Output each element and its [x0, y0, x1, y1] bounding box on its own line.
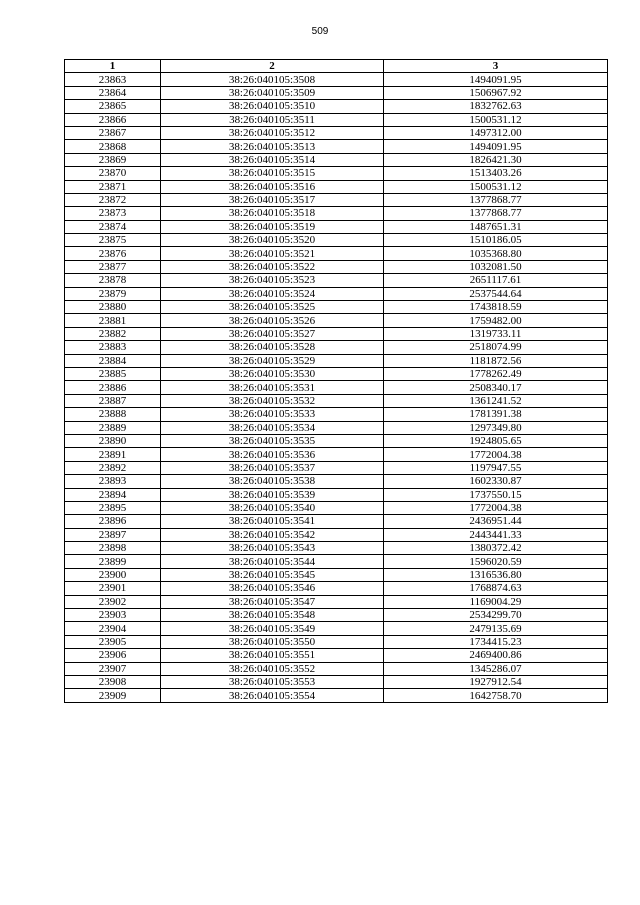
table-cell-col-2: 38:26:040105:3540: [161, 501, 384, 514]
table-row: [65, 649, 608, 662]
column-header-3: 3: [384, 60, 608, 73]
table-cell-col-2: 38:26:040105:3539: [161, 488, 384, 501]
table-cell-col-2: 38:26:040105:3543: [161, 542, 384, 555]
table-cell-col-1: 23873: [65, 207, 161, 220]
table-cell-col-2: 38:26:040105:3531: [161, 381, 384, 394]
table-cell-col-1: 23875: [65, 234, 161, 247]
table-cell-col-3: 1832762.63: [384, 100, 608, 113]
table-row: [65, 86, 608, 99]
table-row: [65, 515, 608, 528]
table-cell-col-1: 23874: [65, 220, 161, 233]
table-row: [65, 461, 608, 474]
table-cell-col-2: 38:26:040105:3530: [161, 367, 384, 380]
table-cell-col-1: 23880: [65, 301, 161, 314]
table-cell-col-2: 38:26:040105:3517: [161, 193, 384, 206]
table-row: [65, 113, 608, 126]
table-row: [65, 100, 608, 113]
table-cell-col-1: 23909: [65, 689, 161, 702]
table-cell-col-2: 38:26:040105:3551: [161, 649, 384, 662]
table-cell-col-3: 1596020.59: [384, 555, 608, 568]
table-cell-col-3: 1497312.00: [384, 126, 608, 139]
table-cell-col-2: 38:26:040105:3553: [161, 675, 384, 688]
table-cell-col-1: 23889: [65, 421, 161, 434]
table-cell-col-3: 2443441.33: [384, 528, 608, 541]
table-cell-col-2: 38:26:040105:3535: [161, 434, 384, 447]
table-cell-col-2: 38:26:040105:3549: [161, 622, 384, 635]
table-cell-col-3: 2436951.44: [384, 515, 608, 528]
table-cell-col-3: 1506967.92: [384, 86, 608, 99]
table-cell-col-3: 1500531.12: [384, 180, 608, 193]
table-cell-col-1: 23870: [65, 167, 161, 180]
table-cell-col-3: 1361241.52: [384, 394, 608, 407]
table-row: [65, 408, 608, 421]
table-row: [65, 220, 608, 233]
table-cell-col-3: 1319733.11: [384, 327, 608, 340]
table-cell-col-3: 1035368.80: [384, 247, 608, 260]
table-cell-col-3: 1494091.95: [384, 73, 608, 86]
table-cell-col-2: 38:26:040105:3537: [161, 461, 384, 474]
table-cell-col-1: 23906: [65, 649, 161, 662]
table-cell-col-1: 23864: [65, 86, 161, 99]
table-row: [65, 153, 608, 166]
table-cell-col-1: 23863: [65, 73, 161, 86]
table-cell-col-3: 1316536.80: [384, 568, 608, 581]
table-cell-col-2: 38:26:040105:3528: [161, 341, 384, 354]
table-row: [65, 595, 608, 608]
table-row: [65, 448, 608, 461]
table-cell-col-3: 1181872.56: [384, 354, 608, 367]
table-row: [65, 341, 608, 354]
table-cell-col-2: 38:26:040105:3523: [161, 274, 384, 287]
table-cell-col-2: 38:26:040105:3526: [161, 314, 384, 327]
table-row: [65, 568, 608, 581]
table-row: [65, 394, 608, 407]
table-cell-col-1: 23895: [65, 501, 161, 514]
table-cell-col-2: 38:26:040105:3534: [161, 421, 384, 434]
table-cell-col-3: 1924805.65: [384, 434, 608, 447]
table-row: [65, 193, 608, 206]
table-cell-col-1: 23886: [65, 381, 161, 394]
table-cell-col-2: 38:26:040105:3552: [161, 662, 384, 675]
table-row: [65, 434, 608, 447]
table-row: [65, 475, 608, 488]
table-cell-col-2: 38:26:040105:3546: [161, 582, 384, 595]
table-cell-col-2: 38:26:040105:3510: [161, 100, 384, 113]
table-cell-col-3: 1169004.29: [384, 595, 608, 608]
table-cell-col-1: 23876: [65, 247, 161, 260]
table-cell-col-3: 2479135.69: [384, 622, 608, 635]
table-cell-col-2: 38:26:040105:3514: [161, 153, 384, 166]
table-cell-col-2: 38:26:040105:3548: [161, 609, 384, 622]
table-cell-col-2: 38:26:040105:3518: [161, 207, 384, 220]
table-cell-col-2: 38:26:040105:3536: [161, 448, 384, 461]
table-row: [65, 675, 608, 688]
table-cell-col-2: 38:26:040105:3512: [161, 126, 384, 139]
column-header-1: 1: [65, 60, 161, 73]
table-cell-col-2: 38:26:040105:3544: [161, 555, 384, 568]
column-header-2: 2: [161, 60, 384, 73]
table-cell-col-1: 23866: [65, 113, 161, 126]
table-row: [65, 234, 608, 247]
table-cell-col-1: 23868: [65, 140, 161, 153]
table-row: [65, 689, 608, 702]
table-cell-col-2: 38:26:040105:3541: [161, 515, 384, 528]
table-cell-col-1: 23869: [65, 153, 161, 166]
table-cell-col-3: 1772004.38: [384, 501, 608, 514]
table-cell-col-3: 1768874.63: [384, 582, 608, 595]
table-cell-col-2: 38:26:040105:3533: [161, 408, 384, 421]
table-row: [65, 247, 608, 260]
table-cell-col-3: 1494091.95: [384, 140, 608, 153]
table-cell-col-3: 1487651.31: [384, 220, 608, 233]
table-cell-col-3: 1759482.00: [384, 314, 608, 327]
table-cell-col-1: 23885: [65, 367, 161, 380]
table-cell-col-2: 38:26:040105:3520: [161, 234, 384, 247]
table-cell-col-1: 23882: [65, 327, 161, 340]
table-row: [65, 73, 608, 86]
table-cell-col-3: 1927912.54: [384, 675, 608, 688]
table-cell-col-3: 1826421.30: [384, 153, 608, 166]
table-cell-col-3: 1297349.80: [384, 421, 608, 434]
table-cell-col-3: 2469400.86: [384, 649, 608, 662]
table-cell-col-3: 2537544.64: [384, 287, 608, 300]
table-cell-col-2: 38:26:040105:3509: [161, 86, 384, 99]
table-row: [65, 287, 608, 300]
table-row: [65, 140, 608, 153]
table-cell-col-3: 1602330.87: [384, 475, 608, 488]
table-cell-col-2: 38:26:040105:3508: [161, 73, 384, 86]
table-cell-col-3: 1513403.26: [384, 167, 608, 180]
table-cell-col-3: 1772004.38: [384, 448, 608, 461]
table-cell-col-3: 1377868.77: [384, 193, 608, 206]
table-row: [65, 126, 608, 139]
table-cell-col-2: 38:26:040105:3522: [161, 260, 384, 273]
table-cell-col-1: 23890: [65, 434, 161, 447]
table-cell-col-1: 23887: [65, 394, 161, 407]
table-cell-col-2: 38:26:040105:3554: [161, 689, 384, 702]
table-row: [65, 274, 608, 287]
table-cell-col-1: 23867: [65, 126, 161, 139]
table-cell-col-3: 2651117.61: [384, 274, 608, 287]
table-cell-col-3: 1380372.42: [384, 542, 608, 555]
table-cell-col-3: 1510186.05: [384, 234, 608, 247]
table-cell-col-1: 23865: [65, 100, 161, 113]
table-cell-col-2: 38:26:040105:3532: [161, 394, 384, 407]
table-cell-col-3: 1197947.55: [384, 461, 608, 474]
table-cell-col-1: 23903: [65, 609, 161, 622]
table-cell-col-2: 38:26:040105:3524: [161, 287, 384, 300]
table-row: [65, 662, 608, 675]
table-cell-col-1: 23884: [65, 354, 161, 367]
page-number: 509: [311, 26, 329, 37]
table-cell-col-2: 38:26:040105:3550: [161, 635, 384, 648]
table-cell-col-3: 1734415.23: [384, 635, 608, 648]
table-row: [65, 609, 608, 622]
table-cell-col-3: 2534299.70: [384, 609, 608, 622]
table-row: [65, 327, 608, 340]
table-cell-col-1: 23878: [65, 274, 161, 287]
table-row: [65, 635, 608, 648]
table-cell-col-1: 23879: [65, 287, 161, 300]
table-cell-col-1: 23872: [65, 193, 161, 206]
table-cell-col-1: 23904: [65, 622, 161, 635]
table-cell-col-3: 1781391.38: [384, 408, 608, 421]
table-cell-col-3: 1737550.15: [384, 488, 608, 501]
table-cell-col-2: 38:26:040105:3527: [161, 327, 384, 340]
table-cell-col-2: 38:26:040105:3519: [161, 220, 384, 233]
table-row: [65, 381, 608, 394]
table-body: [65, 73, 608, 702]
table-cell-col-1: 23897: [65, 528, 161, 541]
table-header: [65, 60, 608, 73]
table-cell-col-1: 23893: [65, 475, 161, 488]
table-cell-col-1: 23907: [65, 662, 161, 675]
table-cell-col-2: 38:26:040105:3529: [161, 354, 384, 367]
table-cell-col-1: 23877: [65, 260, 161, 273]
table-cell-col-1: 23896: [65, 515, 161, 528]
table-cell-col-2: 38:26:040105:3547: [161, 595, 384, 608]
table-cell-col-1: 23900: [65, 568, 161, 581]
table-cell-col-3: 2508340.17: [384, 381, 608, 394]
table-cell-col-1: 23898: [65, 542, 161, 555]
table-cell-col-3: 1743818.59: [384, 301, 608, 314]
table-cell-col-1: 23902: [65, 595, 161, 608]
table-cell-col-2: 38:26:040105:3545: [161, 568, 384, 581]
table-cell-col-3: 1345286.07: [384, 662, 608, 675]
table-row: [65, 488, 608, 501]
table-cell-col-1: 23899: [65, 555, 161, 568]
table-cell-col-2: 38:26:040105:3538: [161, 475, 384, 488]
table-row: [65, 367, 608, 380]
table-row: [65, 501, 608, 514]
table-row: [65, 314, 608, 327]
table-cell-col-1: 23881: [65, 314, 161, 327]
table-cell-col-2: 38:26:040105:3511: [161, 113, 384, 126]
table-row: [65, 582, 608, 595]
table-cell-col-1: 23892: [65, 461, 161, 474]
table-row: [65, 528, 608, 541]
table-cell-col-2: 38:26:040105:3525: [161, 301, 384, 314]
table-cell-col-3: 2518074.99: [384, 341, 608, 354]
table-cell-col-3: 1642758.70: [384, 689, 608, 702]
table-cell-col-3: 1500531.12: [384, 113, 608, 126]
table-row: [65, 207, 608, 220]
table-cell-col-1: 23891: [65, 448, 161, 461]
table-row: [65, 555, 608, 568]
table-row: [65, 354, 608, 367]
table-row: [65, 260, 608, 273]
table-row: [65, 167, 608, 180]
table-cell-col-1: 23894: [65, 488, 161, 501]
table-cell-col-3: 1377868.77: [384, 207, 608, 220]
table-cell-col-1: 23871: [65, 180, 161, 193]
table-row: [65, 542, 608, 555]
table-cell-col-2: 38:26:040105:3513: [161, 140, 384, 153]
table-cell-col-1: 23883: [65, 341, 161, 354]
table-cell-col-2: 38:26:040105:3521: [161, 247, 384, 260]
table-row: [65, 301, 608, 314]
table-cell-col-3: 1032081.50: [384, 260, 608, 273]
header-row: [65, 60, 608, 73]
table-cell-col-2: 38:26:040105:3516: [161, 180, 384, 193]
table-cell-col-2: 38:26:040105:3542: [161, 528, 384, 541]
table-row: [65, 180, 608, 193]
table-cell-col-1: 23901: [65, 582, 161, 595]
table-row: [65, 622, 608, 635]
table-cell-col-1: 23908: [65, 675, 161, 688]
table-row: [65, 421, 608, 434]
table-cell-col-3: 1778262.49: [384, 367, 608, 380]
table-cell-col-2: 38:26:040105:3515: [161, 167, 384, 180]
cadastral-value-table: [64, 59, 608, 703]
table-cell-col-1: 23905: [65, 635, 161, 648]
table-cell-col-1: 23888: [65, 408, 161, 421]
